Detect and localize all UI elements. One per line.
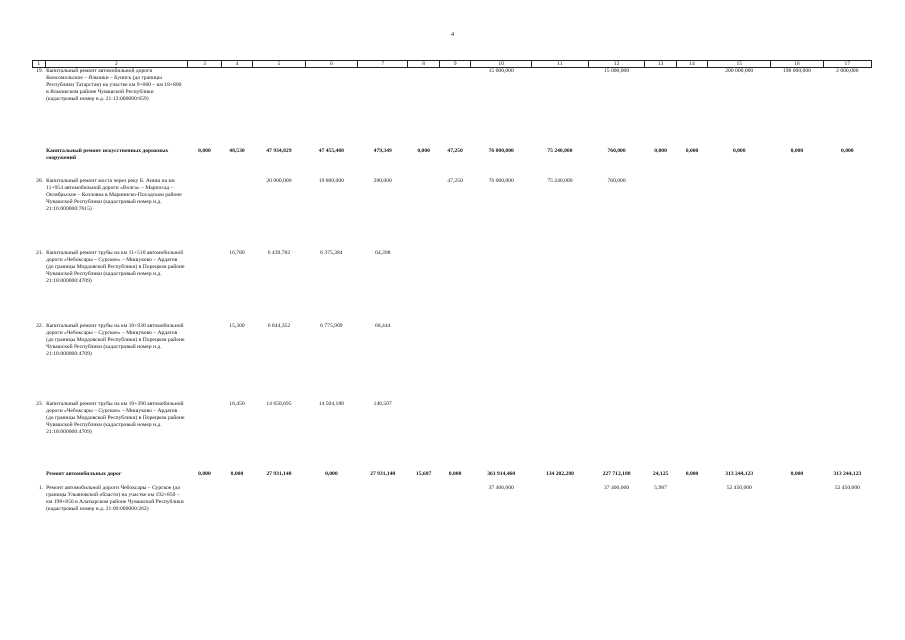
value-cell [823,323,871,401]
section-total-row [33,471,872,485]
value-cell: 20 000,000 [266,177,292,184]
value-cell: 0,000 [654,147,667,154]
row-description: Капитальный ремонт моста через реку Б. Аниш на км 11+954 автомобильной дороги «Волга» – Марпосад – Октябрьское – Козловка в Мариинско-Посадском районе Чувашской Республики (кадастровый номер н.д. 21:16:000000:7615) [46,177,182,212]
row-number [33,471,46,485]
value-cell [408,178,439,250]
column-header: 6 [305,61,357,68]
value-cell [532,250,589,323]
value-cell: 0,000 [790,470,804,477]
value-cell: 14 504,188 [318,400,344,407]
value-cell [645,68,676,148]
row-description: Ремонт автомобильных дорог [46,470,122,477]
value-cell: 75 240,000 [547,147,573,154]
value-cell: 16,780 [229,249,245,256]
value-cell: 52 450,000 [834,484,860,491]
value-cell: 0,000 [732,147,746,154]
value-cell [676,178,707,250]
column-header: 12 [588,61,645,68]
value-cell [408,68,439,148]
value-cell: 0,000 [198,147,211,154]
row-number: 23. [36,400,44,407]
value-cell [439,323,470,401]
value-cell [188,401,222,471]
value-cell: 6 775,909 [320,322,343,329]
value-cell [532,68,589,148]
value-cell [823,250,871,323]
value-cell: 361 914,460 [487,470,516,477]
value-cell [676,250,707,323]
value-cell: 227 712,180 [602,470,631,477]
value-cell [532,323,589,401]
value-cell [645,178,676,250]
column-header: 13 [645,61,676,68]
table-row [33,401,872,471]
table-row [33,250,872,323]
value-cell: 47 934,829 [266,147,292,154]
value-cell: 2 000,000 [836,68,859,74]
value-cell: 75 240,000 [547,177,573,184]
column-header: 3 [188,61,222,68]
value-cell [439,68,470,148]
value-cell: 24,125 [652,470,669,477]
value-cell [823,178,871,250]
value-cell: 0,000 [685,147,699,154]
value-cell [188,250,222,323]
value-cell: 6 375,384 [320,249,343,256]
value-cell [471,401,532,471]
row-description: Капитальный ремонт трубы на км 10+390 автомобильной дороги «Чебоксары – Сурское» – Мишуково – Ардатов (до границы Мордовской Республики) в Порецком районе Чувашской Республики (кадастровый номер н.д. 21:18:000000:4709) [46,400,185,435]
value-cell [471,250,532,323]
budget-table [32,60,872,555]
value-cell [708,323,771,401]
row-description: Капитальный ремонт автомобильной дороги Комсомольское – Яльчики – Буинск (до границы Республики Татарстан) на участке км 9+060 – км 18+800 в Яльчикском районе Чувашской Республики (кадастровый номер н.д. 21:13:000000:659) [46,68,182,103]
value-cell [771,250,823,323]
value-cell [221,178,252,250]
value-cell: 76 000,000 [488,147,514,154]
value-cell: 200,000 [373,177,392,184]
column-header: 8 [408,61,439,68]
value-cell: 37 406,600 [488,484,514,491]
column-header: 14 [676,61,707,68]
row-number: 22. [36,322,44,329]
value-cell: 0,000 [230,470,244,477]
value-cell [221,68,252,148]
value-cell: 134 202,280 [545,470,574,477]
column-header: 7 [358,61,408,68]
value-cell: 15 000,000 [488,68,514,74]
value-cell: 0,000 [325,470,338,477]
value-cell: 760,000 [607,147,626,154]
row-number [33,148,46,178]
value-cell [588,250,645,323]
value-cell: 47,250 [447,177,463,184]
value-cell [676,323,707,401]
value-cell: 27 931,140 [370,470,396,477]
value-cell: 27 931,140 [266,470,292,477]
value-cell [439,250,470,323]
row-number: 20. [36,177,44,184]
value-cell [188,178,222,250]
value-cell: 760,000 [607,177,626,184]
value-cell [305,485,357,555]
value-cell [771,401,823,471]
value-cell [253,68,305,148]
value-cell [221,485,252,555]
value-cell: 14 650,695 [266,400,292,407]
column-header: 5 [253,61,305,68]
table-row [33,323,872,401]
row-number: 19. [36,68,44,74]
value-cell: 146,507 [373,400,392,407]
section-total-row [33,148,872,178]
value-cell [823,401,871,471]
value-cell: 68,444 [375,322,391,329]
column-header: 2 [45,61,188,68]
value-cell [188,485,222,555]
value-cell: 15,687 [415,470,432,477]
value-cell: 0,000 [448,470,462,477]
value-cell [708,178,771,250]
value-cell [188,68,222,148]
value-cell [408,323,439,401]
column-header: 15 [708,61,771,68]
value-cell: 198 000,000 [782,68,811,74]
value-cell: 37 406,600 [603,484,630,491]
value-cell: 0,000 [790,147,804,154]
value-cell: 313 244,123 [725,470,754,477]
value-cell: 0,000 [685,470,699,477]
value-cell [408,401,439,471]
value-cell: 47,250 [447,147,463,154]
row-number: 21. [36,249,44,256]
row-description: Капитальный ремонт искусственных дорожных сооружений [46,147,169,161]
value-cell [471,323,532,401]
value-cell: 0,000 [841,147,854,154]
value-cell [408,250,439,323]
column-header: 17 [823,61,871,68]
value-cell [708,250,771,323]
row-description: Капитальный ремонт трубы на км 10+930 автомобильной дороги «Чебоксары – Сурское» – Мишуково – Ардатов (до границы Мордовской Республики) в Порецком районе Чувашской Республики (кадастровый номер н.д. 21:18:000000:4709) [46,322,185,357]
row-number: 1. [38,484,44,491]
value-cell: 64,398 [375,249,391,256]
value-cell: 15 000,000 [603,68,630,74]
value-cell [253,485,305,555]
row-description: Капитальный ремонт трубы на км 11+510 автомобильной дороги «Чебоксары – Сурское» – Мишуково – Ардатов (до границы Мордовской Республики) в Порецком районе Чувашской Республики (кадастровый номер н.д. 21:18:000000:4709) [46,249,185,284]
value-cell: 76 000,000 [488,177,514,184]
table-row [33,68,872,148]
value-cell [771,178,823,250]
value-cell: 200 000,000 [725,68,754,74]
value-cell: 313 244,123 [833,470,862,477]
value-cell [645,250,676,323]
value-cell: 0,000 [417,147,430,154]
page-number: 4 [451,32,454,38]
column-header: 9 [439,61,470,68]
value-cell: 47 455,480 [318,147,344,154]
value-cell [358,68,408,148]
value-cell [676,401,707,471]
value-cell [408,485,439,555]
value-cell [645,401,676,471]
value-cell [771,485,823,555]
column-header: 1 [33,61,46,68]
value-cell [532,401,589,471]
value-cell [532,485,589,555]
value-cell [358,485,408,555]
value-cell [645,323,676,401]
value-cell [708,401,771,471]
value-cell: 479,349 [373,147,392,154]
value-cell: 19 800,000 [318,177,344,184]
value-cell [439,401,470,471]
value-cell: 5,987 [654,484,667,491]
column-header: 4 [221,61,252,68]
value-cell [588,401,645,471]
value-cell [676,485,707,555]
value-cell: 6 439,782 [267,249,291,256]
value-cell: 48,530 [229,147,245,154]
table-row [33,178,872,250]
value-cell: 16,450 [229,400,245,407]
value-cell [676,68,707,148]
value-cell: 6 844,352 [267,322,291,329]
row-description: Ремонт автомобильной дороги Чебоксары – Сурское (до границы Ульяновской области) на участке км 192+850 – км 198+850 в Алатырском районе Чувашской Республики (кадастровый номер н.д. 21:00:000000:262) [46,484,184,512]
value-cell [305,68,357,148]
value-cell: 15,300 [229,322,245,329]
value-cell [439,485,470,555]
table-row [33,485,872,555]
value-cell: 52 450,000 [726,484,752,491]
value-cell [771,323,823,401]
column-header: 16 [771,61,823,68]
header-row [33,61,872,68]
column-header: 11 [532,61,589,68]
value-cell [588,323,645,401]
column-header: 10 [471,61,532,68]
value-cell: 0,000 [198,470,211,477]
value-cell [188,323,222,401]
